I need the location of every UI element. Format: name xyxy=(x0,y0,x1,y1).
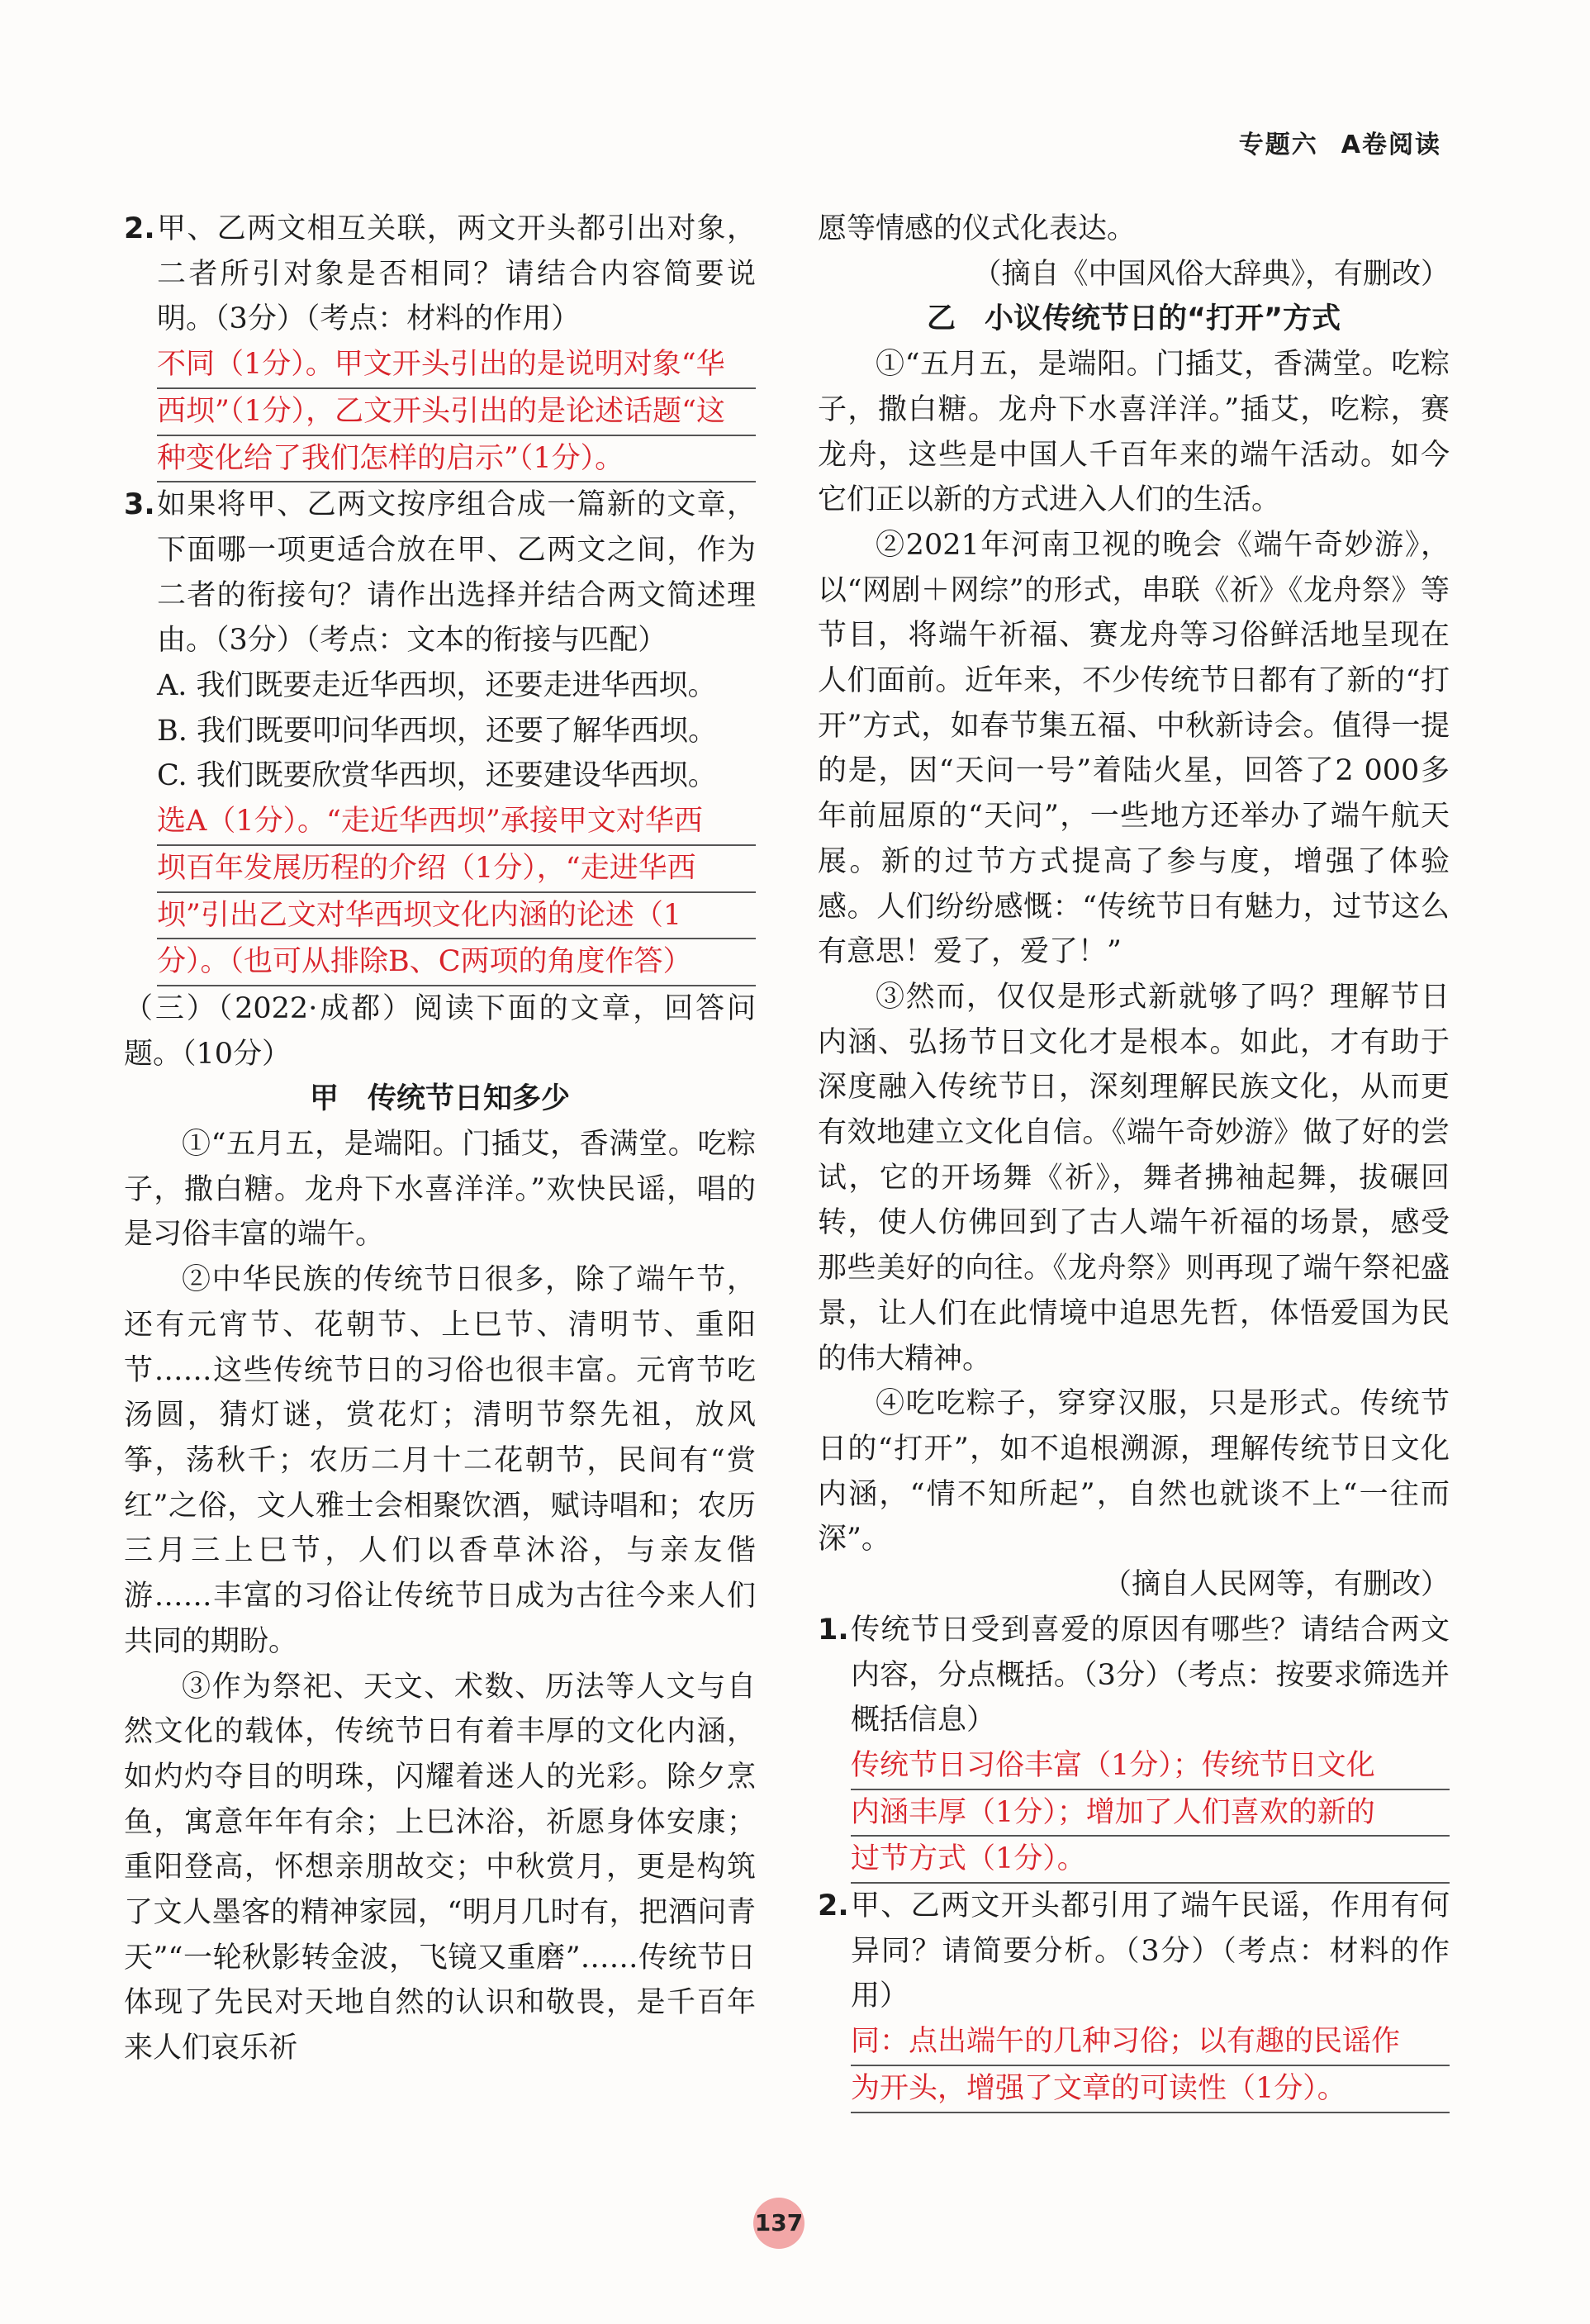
left-column xyxy=(124,207,756,2071)
answer-2 xyxy=(157,342,756,482)
question-text: 甲、乙两文开头都引用了端午民谣，作用有何异同？请简要分析。（3分）（考点：材料的作用） xyxy=(851,1889,1450,2013)
answer-line: 坝百年发展历程的介绍（1分），“走进华西 xyxy=(157,846,756,893)
question-text: 传统节日受到喜爱的原因有哪些？请结合两文内容，分点概括。（3分）（考点：按要求筛选并概括信息） xyxy=(851,1613,1450,1737)
topic-label: 专题六 xyxy=(1238,131,1318,159)
answer-3 xyxy=(157,799,756,986)
page-header xyxy=(1216,124,1441,160)
question-text: 如果将甲、乙两文按序组合成一篇新的文章，下面哪一项更适合放在甲、乙两文之间，作为二者的衔接句？请作出选择并结合两文简述理由。（3分）（考点：文本的衔接与匹配） xyxy=(157,488,756,658)
answer-line: 分）。（也可从排除B、C两项的角度作答） xyxy=(157,939,756,986)
answer-2b xyxy=(851,2019,1450,2113)
article-yi-title: 乙 小议传统节日的“打开”方式 xyxy=(926,302,1341,336)
option-a: A. 我们既要走近华西坝，还要走进华西坝。 xyxy=(157,669,717,703)
source-note: （摘自人民网等，有删改） xyxy=(1102,1568,1450,1602)
answer-line: 内涵丰厚（1分）；增加了人们喜欢的新的 xyxy=(851,1790,1450,1837)
question-number: 3. xyxy=(124,488,155,522)
right-column xyxy=(818,207,1450,2113)
paragraph: ②中华民族的传统节日很多，除了端午节，还有元宵节、花朝节、上巳节、清明节、重阳节……这些传统节日的习俗也很丰富。元宵节吃汤圆，猜灯谜，赏花灯；清明节祭先祖，放风筝，荡秋千；农历二月十二花朝节，民间有“赏红”之俗，文人雅士会相聚饮酒，赋诗唱和；农历三月三上巳节，人们以香草沐浴，与亲友偕游……丰富的习俗让传统节日成为古往今来人们共同的期盼。 xyxy=(124,1263,756,1658)
answer-line: 选A（1分）。“走近华西坝”承接甲文对华西 xyxy=(157,799,756,846)
question-1 xyxy=(818,1608,1450,1743)
question-number: 2. xyxy=(124,212,155,245)
answer-line: 西坝”（1分），乙文开头引出的是论述话题“这 xyxy=(157,389,756,436)
answer-line: 传统节日习俗丰富（1分）；传统节日文化 xyxy=(851,1743,1450,1790)
answer-line: 坝”引出乙文对华西坝文化内涵的论述（1 xyxy=(157,893,756,940)
question-3 xyxy=(124,482,756,663)
source-note: （摘自《中国风俗大辞典》，有删改） xyxy=(972,257,1450,291)
question-text: 甲、乙两文相互关联，两文开头都引出对象，二者所引对象是否相同？请结合内容简要说明。（3分）（考点：材料的作用） xyxy=(157,212,756,336)
option-b: B. 我们既要叩问华西坝，还要了解华西坝。 xyxy=(157,714,717,748)
question-number: 2. xyxy=(818,1889,849,1923)
article-jia-title: 甲 传统节日知多少 xyxy=(309,1082,570,1116)
answer-line: 为开头，增强了文章的可读性（1分）。 xyxy=(851,2066,1450,2113)
question-2 xyxy=(124,207,756,342)
option-c: C. 我们既要欣赏华西坝，还要建设华西坝。 xyxy=(157,759,717,793)
answer-line: 不同（1分）。甲文开头引出的是说明对象“华 xyxy=(157,342,756,389)
paragraph: ④吃吃粽子，穿穿汉服，只是形式。传统节日的“打开”，如不追根溯源，理解传统节日文化内涵，“情不知所起”，自然也就谈不上“一往而深”。 xyxy=(818,1387,1450,1556)
answer-1 xyxy=(851,1743,1450,1884)
page-number: 137 xyxy=(753,2198,804,2249)
paragraph-continued: 愿等情感的仪式化表达。 xyxy=(818,212,1137,245)
paragraph: ③然而，仅仅是形式新就够了吗？理解节日内涵、弘扬节日文化才是根本。如此，才有助于深度融入传统节日，深刻理解民族文化，从而更有效地建立文化自信。《端午奇妙游》做了好的尝试，它的开场舞《祈》，舞者拂袖起舞，拔碾回转，使人仿佛回到了古人端午祈福的场景，感受那些美好的向往。《龙舟祭》则再现了端午祭祀盛景，让人们在此情境中追思先哲，体悟爱国为民的伟大精神。 xyxy=(818,980,1450,1376)
question-number: 1. xyxy=(818,1613,849,1647)
paragraph: ①“五月五，是端阳。门插艾，香满堂。吃粽子，撒白糖。龙舟下水喜洋洋。”欢快民谣，唱的是习俗丰富的端午。 xyxy=(124,1128,756,1252)
answer-line: 种变化给了我们怎样的启示”（1分）。 xyxy=(157,436,756,483)
paragraph: ①“五月五，是端阳。门插艾，香满堂。吃粽子，撒白糖。龙舟下水喜洋洋。”插艾，吃粽，赛龙舟，这些是中国人千百年来的端午活动。如今它们正以新的方式进入人们的生活。 xyxy=(818,348,1450,517)
paragraph: ②2021年河南卫视的晚会《端午奇妙游》，以“网剧＋网综”的形式，串联《祈》《龙舟祭》等节目，将端午祈福、赛龙舟等习俗鲜活地呈现在人们面前。近年来，不少传统节日都有了新的“打开”方式，如春节集五福、中秋新诗会。值得一提的是，因“天问一号”着陆火星，回答了2 000多年前屈原的“天问”，一些地方还举办了端午航天展。新的过节方式提高了参与度，增强了体验感。人们纷纷感慨：“传统节日有魅力，过节这么有意思！爱了，爱了！” xyxy=(818,528,1450,969)
section-label: A卷阅读 xyxy=(1341,131,1441,159)
question-2b xyxy=(818,1884,1450,2019)
answer-line: 过节方式（1分）。 xyxy=(851,1837,1450,1884)
paragraph: ③作为祭祀、天文、术数、历法等人文与自然文化的载体，传统节日有着丰厚的文化内涵，如灼灼夺目的明珠，闪耀着迷人的光彩。除夕烹鱼，寓意年年有余；上巳沐浴，祈愿身体安康；重阳登高，怀想亲朋故交；中秋赏月，更是构筑了文人墨客的精神家园，“明月几时有，把酒问青天”“一轮秋影转金波，飞镜又重磨”……传统节日体现了先民对天地自然的认识和敬畏，是千百年来人们哀乐祈 xyxy=(124,1670,756,2065)
section-heading: （三）（2022·成都）阅读下面的文章，回答问题。（10分） xyxy=(124,991,756,1071)
answer-line: 同：点出端午的几种习俗；以有趣的民谣作 xyxy=(851,2019,1450,2066)
